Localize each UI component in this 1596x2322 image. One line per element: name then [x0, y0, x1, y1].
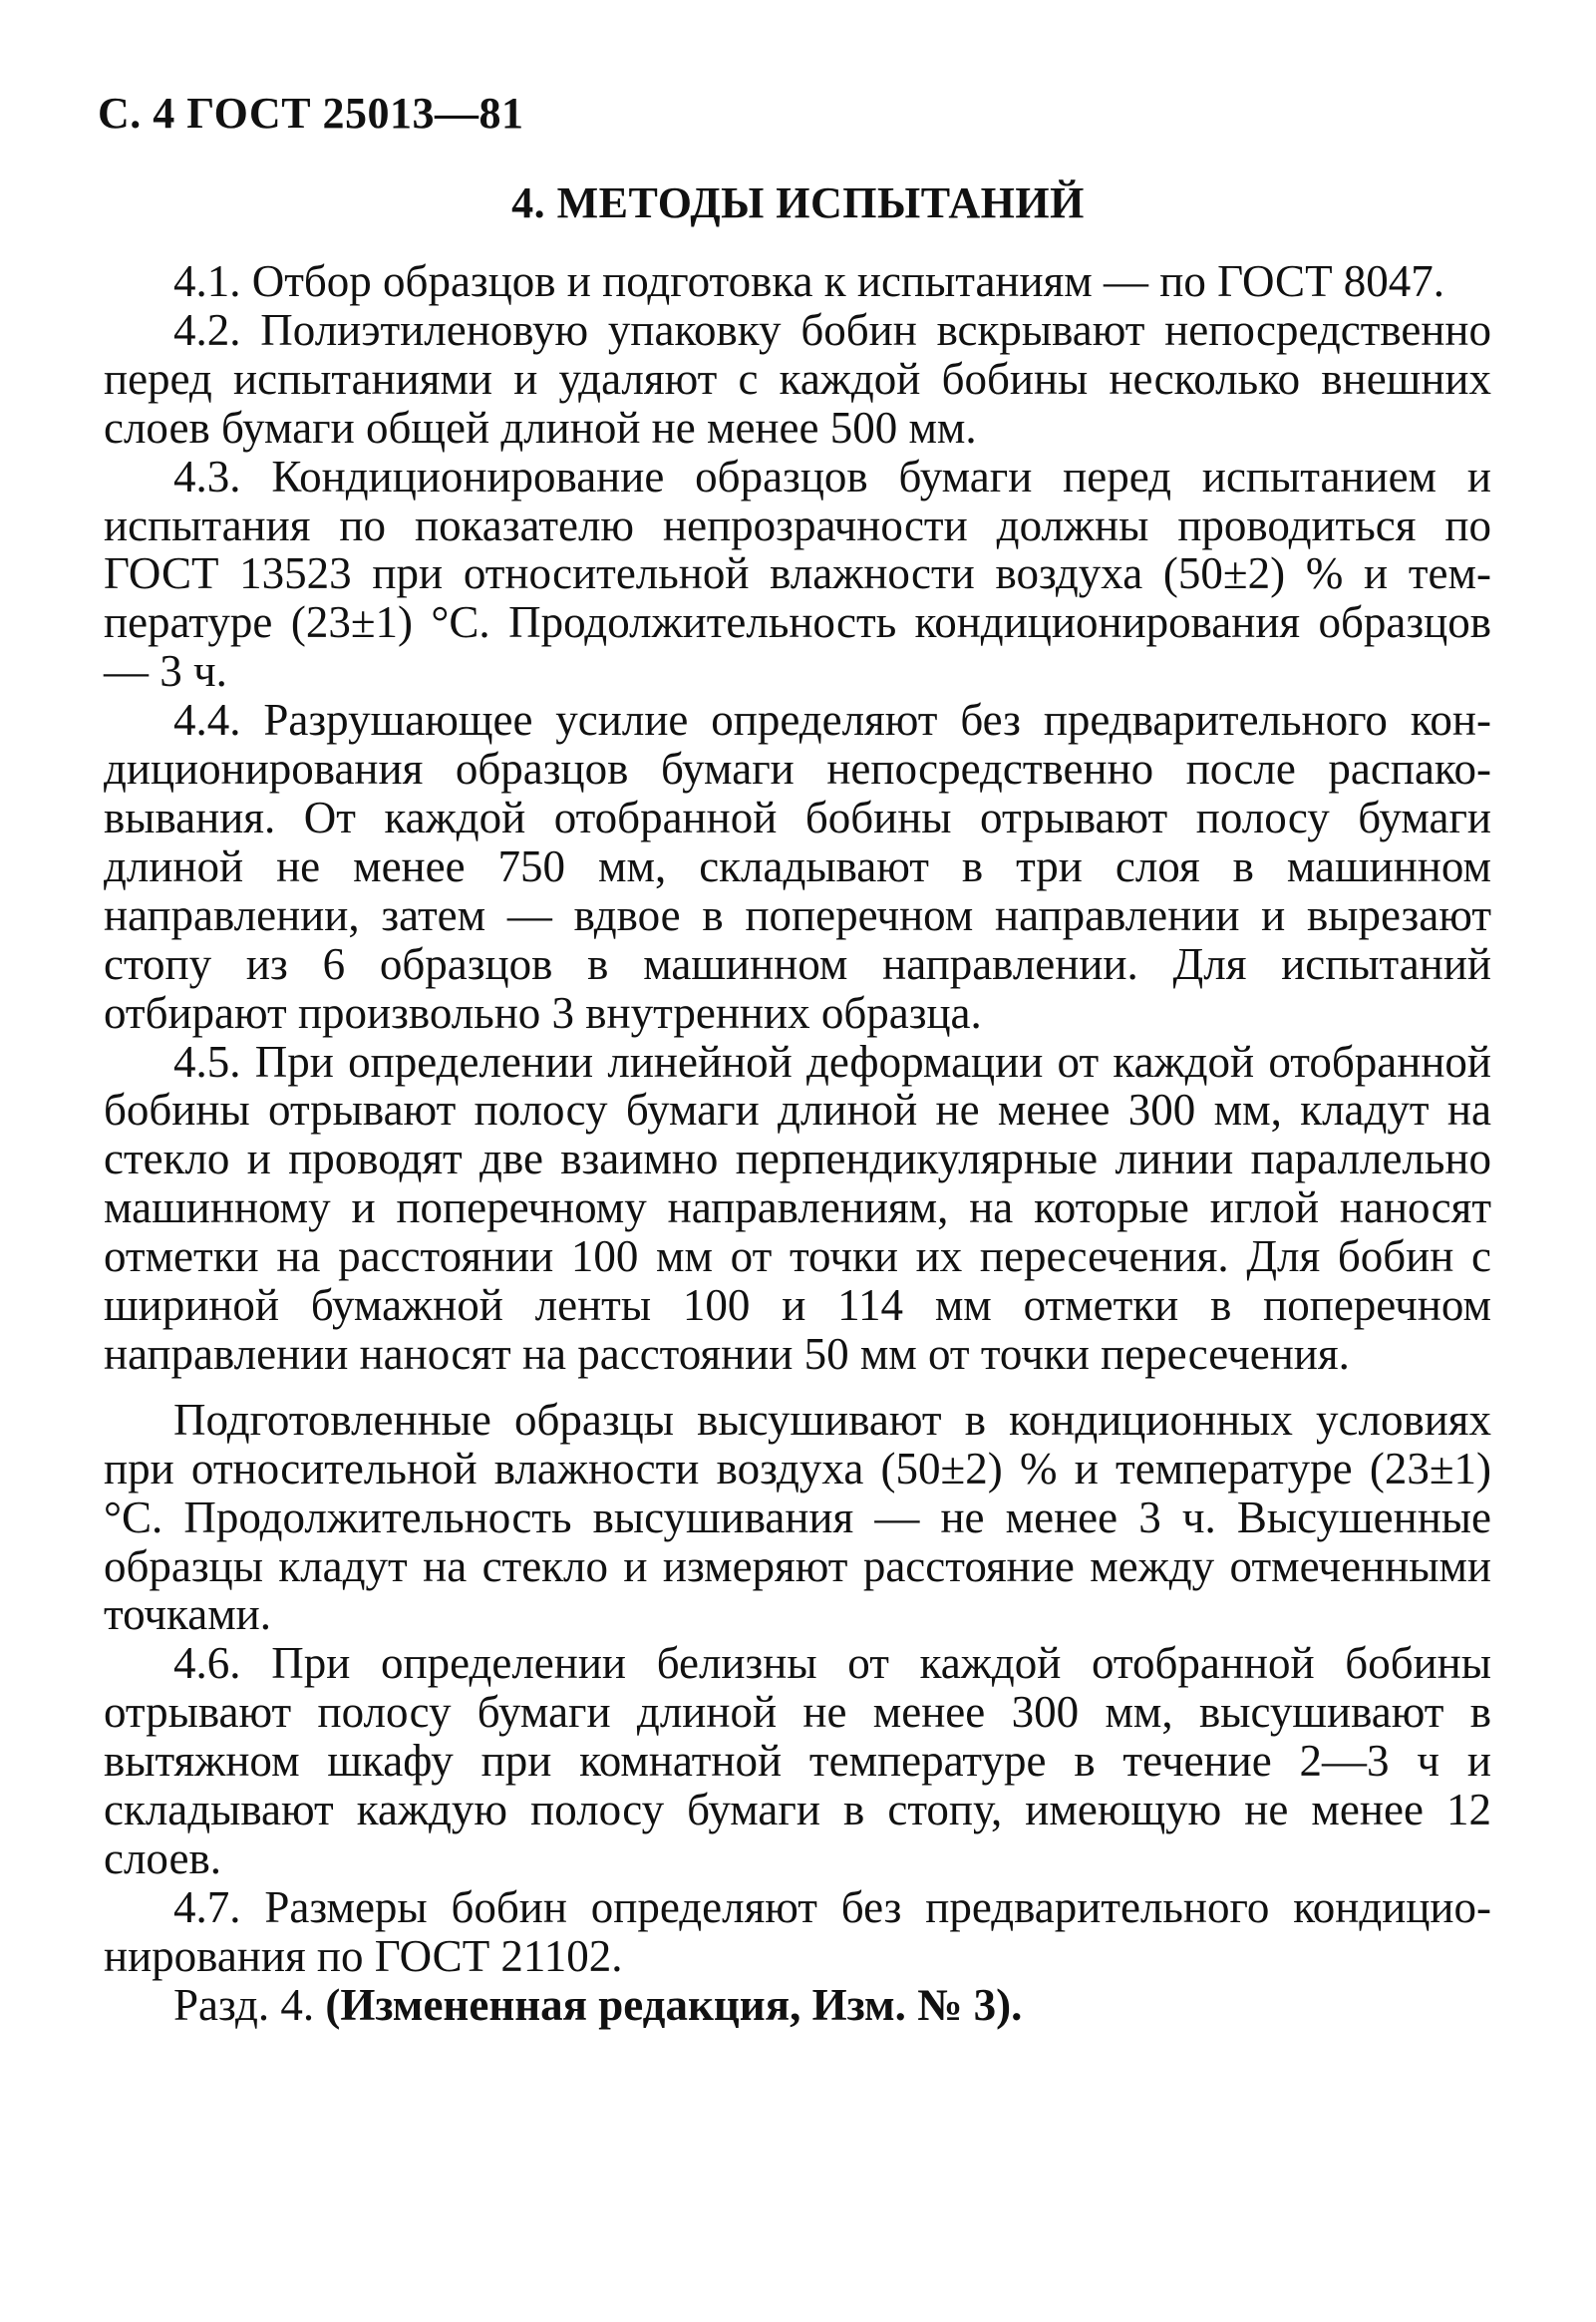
paragraph-4-6: 4.6. При определении белизны от каждой отобранной бобины отрывают полосу бумаги длиной не менее 300 мм, высушивают в вытяжном шкафу при комнатной температуре в течение 2—3 ч и складывают каждую полосу бумаги в стопу, имеющую не менее 12 слоев. [104, 1638, 1491, 1883]
paragraph-4-1: 4.1. Отбор образцов и подготовка к испытаниям — по ГОСТ 8047. [173, 256, 1445, 306]
paragraph-4-2: 4.2. Полиэтиленовую упаковку бобин вскрывают непосредственно перед испытаниями и удаляют с каждой бобины несколько внешних слоев бумаги общей длиной не менее 500 мм. [104, 304, 1491, 453]
paragraph-4-3: 4.3. Кондиционирование образцов бумаги перед испытанием и испытания по показателю непрозрачности должны проводиться по ГОСТ 13523 при относительной влажности воздуха (50±2) % и температуре (23±1) °С. Продолжительность кондиционирования образцов — 3 ч. [104, 451, 1491, 697]
amendment-note-bold: (Измененная редакция, Изм. № 3). [325, 1979, 1023, 2030]
section-body [104, 257, 1491, 2030]
amendment-note-prefix: Разд. 4. [173, 1979, 326, 2030]
paragraph-4-7: 4.7. Размеры бобин определяют без предварительного кондиционирования по ГОСТ 21102. [104, 1881, 1491, 1981]
section-title: 4. МЕТОДЫ ИСПЫТАНИЙ [511, 178, 1085, 227]
amendment-note [104, 1981, 1491, 2030]
paragraph-4-5-continued: Подготовленные образцы высушивают в кондиционных условиях при относительной влажности воздуха (50±2) % и температуре (23±1) °С. Продолжительность высушивания — не менее 3 ч. Высушенные образцы кладут на стекло и измеряют расстояние между отмеченными точками. [104, 1394, 1491, 1640]
paragraph-4-4: 4.4. Разрушающее усилие определяют без предварительного кондиционирования образцов бумаги непосредственно после распаковывания. От каждой отобранной бобины отрывают полосу бумаги длиной не менее 750 мм, складывают в три слоя в машинном направлении, затем — вдвое в поперечном направлении и вырезают стопу из 6 образцов в машинном направлении. Для испытаний отбирают произвольно 3 внутренних образца. [104, 695, 1491, 1038]
paragraph-4-5: 4.5. При определении линейной деформации от каждой отобранной бобины отрывают полосу бумаги длиной не менее 300 мм, кладут на стекло и проводят две взаимно перпендикулярные линии параллельно машинному и поперечному направлениям, на которые иглой наносят отметки на расстоянии 100 мм от точки их пересечения. Для бобин с шириной бумажной ленты 100 и 114 мм отметки в поперечном направлении наносят на расстоянии 50 мм от точки пересечения. [104, 1036, 1491, 1379]
running-header: С. 4 ГОСТ 25013—81 [98, 89, 524, 138]
